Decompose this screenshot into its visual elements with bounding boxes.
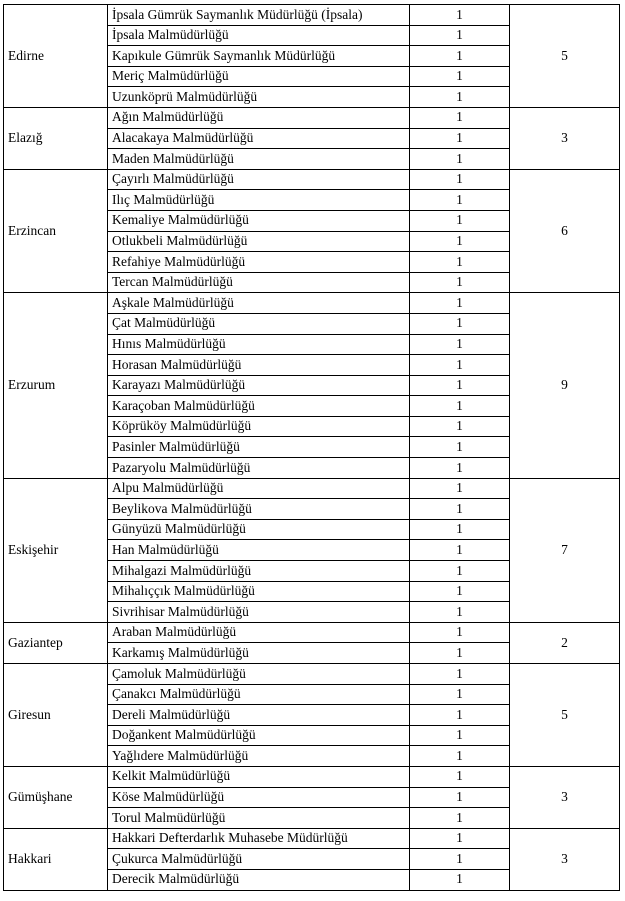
office-name-cell: Sivrihisar Malmüdürlüğü [108,602,410,623]
office-name-cell: Köse Malmüdürlüğü [108,787,410,808]
office-name-cell: Ilıç Malmüdürlüğü [108,190,410,211]
office-name-cell: Kemaliye Malmüdürlüğü [108,210,410,231]
province-total-cell: 9 [510,293,620,478]
office-name-cell: Çukurca Malmüdürlüğü [108,849,410,870]
office-count-cell: 1 [410,808,510,829]
office-name-cell: Hakkari Defterdarlık Muhasebe Müdürlüğü [108,828,410,849]
table-row [4,478,620,499]
office-count-cell: 1 [410,128,510,149]
office-count-cell: 1 [410,499,510,520]
office-count-cell: 1 [410,519,510,540]
office-count-cell: 1 [410,334,510,355]
province-total-cell: 3 [510,828,620,890]
office-name-cell: Maden Malmüdürlüğü [108,149,410,170]
office-name-cell: Karaçoban Malmüdürlüğü [108,396,410,417]
office-name-cell: Araban Malmüdürlüğü [108,622,410,643]
office-name-cell: Ağın Malmüdürlüğü [108,107,410,128]
office-name-cell: Dereli Malmüdürlüğü [108,705,410,726]
office-count-cell: 1 [410,540,510,561]
office-name-cell: Yağlıdere Malmüdürlüğü [108,746,410,767]
office-count-cell: 1 [410,355,510,376]
office-count-cell: 1 [410,416,510,437]
office-name-cell: Kapıkule Gümrük Saymanlık Müdürlüğü [108,46,410,67]
office-count-cell: 1 [410,46,510,67]
office-count-cell: 1 [410,643,510,664]
office-name-cell: Çayırlı Malmüdürlüğü [108,169,410,190]
table-row [4,664,620,685]
office-count-cell: 1 [410,787,510,808]
office-name-cell: Hınıs Malmüdürlüğü [108,334,410,355]
office-name-cell: Uzunköprü Malmüdürlüğü [108,87,410,108]
office-count-cell: 1 [410,849,510,870]
office-count-cell: 1 [410,293,510,314]
office-count-cell: 1 [410,5,510,26]
office-name-cell: Beylikova Malmüdürlüğü [108,499,410,520]
office-name-cell: Refahiye Malmüdürlüğü [108,252,410,273]
office-name-cell: Çanakcı Malmüdürlüğü [108,684,410,705]
office-count-cell: 1 [410,169,510,190]
province-total-cell: 5 [510,664,620,767]
province-total-cell: 5 [510,5,620,108]
table-row [4,107,620,128]
table-row [4,622,620,643]
province-total-cell: 2 [510,622,620,663]
province-total-cell: 6 [510,169,620,293]
office-name-cell: Han Malmüdürlüğü [108,540,410,561]
province-cell: Giresun [4,664,108,767]
office-count-cell: 1 [410,561,510,582]
office-count-cell: 1 [410,602,510,623]
office-count-cell: 1 [410,231,510,252]
office-name-cell: Karkamış Malmüdürlüğü [108,643,410,664]
table-row [4,766,620,787]
office-count-cell: 1 [410,252,510,273]
office-count-cell: 1 [410,87,510,108]
office-name-cell: İpsala Gümrük Saymanlık Müdürlüğü (İpsala) [108,5,410,26]
office-name-cell: İpsala Malmüdürlüğü [108,25,410,46]
office-count-cell: 1 [410,869,510,890]
office-name-cell: Çat Malmüdürlüğü [108,313,410,334]
office-name-cell: Pasinler Malmüdürlüğü [108,437,410,458]
office-count-cell: 1 [410,684,510,705]
office-name-cell: Horasan Malmüdürlüğü [108,355,410,376]
province-cell: Elazığ [4,107,108,169]
office-count-cell: 1 [410,725,510,746]
office-name-cell: Tercan Malmüdürlüğü [108,272,410,293]
office-name-cell: Aşkale Malmüdürlüğü [108,293,410,314]
province-cell: Gaziantep [4,622,108,663]
province-cell: Gümüşhane [4,766,108,828]
office-count-cell: 1 [410,828,510,849]
office-count-cell: 1 [410,149,510,170]
province-total-cell: 3 [510,107,620,169]
office-name-cell: Alacakaya Malmüdürlüğü [108,128,410,149]
office-name-cell: Çamoluk Malmüdürlüğü [108,664,410,685]
office-count-cell: 1 [410,478,510,499]
office-name-cell: Karayazı Malmüdürlüğü [108,375,410,396]
office-name-cell: Kelkit Malmüdürlüğü [108,766,410,787]
table-row [4,828,620,849]
province-total-cell: 3 [510,766,620,828]
document-page [3,4,620,891]
office-name-cell: Mihalgazi Malmüdürlüğü [108,561,410,582]
office-count-cell: 1 [410,622,510,643]
province-cell: Erzincan [4,169,108,293]
province-total-cell: 7 [510,478,620,622]
office-count-cell: 1 [410,210,510,231]
office-count-cell: 1 [410,190,510,211]
office-count-cell: 1 [410,705,510,726]
table-row [4,169,620,190]
office-name-cell: Derecik Malmüdürlüğü [108,869,410,890]
office-count-cell: 1 [410,664,510,685]
office-count-cell: 1 [410,581,510,602]
province-cell: Edirne [4,5,108,108]
office-count-cell: 1 [410,766,510,787]
office-name-cell: Otlukbeli Malmüdürlüğü [108,231,410,252]
province-cell: Hakkari [4,828,108,890]
table-row [4,5,620,26]
office-count-cell: 1 [410,25,510,46]
office-count-cell: 1 [410,107,510,128]
province-cell: Erzurum [4,293,108,478]
office-count-cell: 1 [410,272,510,293]
office-count-cell: 1 [410,746,510,767]
office-name-cell: Doğankent Malmüdürlüğü [108,725,410,746]
table-row [4,293,620,314]
office-allocation-table [3,4,620,891]
office-name-cell: Torul Malmüdürlüğü [108,808,410,829]
office-name-cell: Alpu Malmüdürlüğü [108,478,410,499]
office-name-cell: Günyüzü Malmüdürlüğü [108,519,410,540]
province-cell: Eskişehir [4,478,108,622]
office-name-cell: Köprüköy Malmüdürlüğü [108,416,410,437]
office-count-cell: 1 [410,396,510,417]
office-count-cell: 1 [410,313,510,334]
office-count-cell: 1 [410,437,510,458]
office-name-cell: Pazaryolu Malmüdürlüğü [108,458,410,479]
office-count-cell: 1 [410,458,510,479]
office-name-cell: Mihalıççık Malmüdürlüğü [108,581,410,602]
office-count-cell: 1 [410,375,510,396]
table-body [4,5,620,891]
office-count-cell: 1 [410,66,510,87]
office-name-cell: Meriç Malmüdürlüğü [108,66,410,87]
